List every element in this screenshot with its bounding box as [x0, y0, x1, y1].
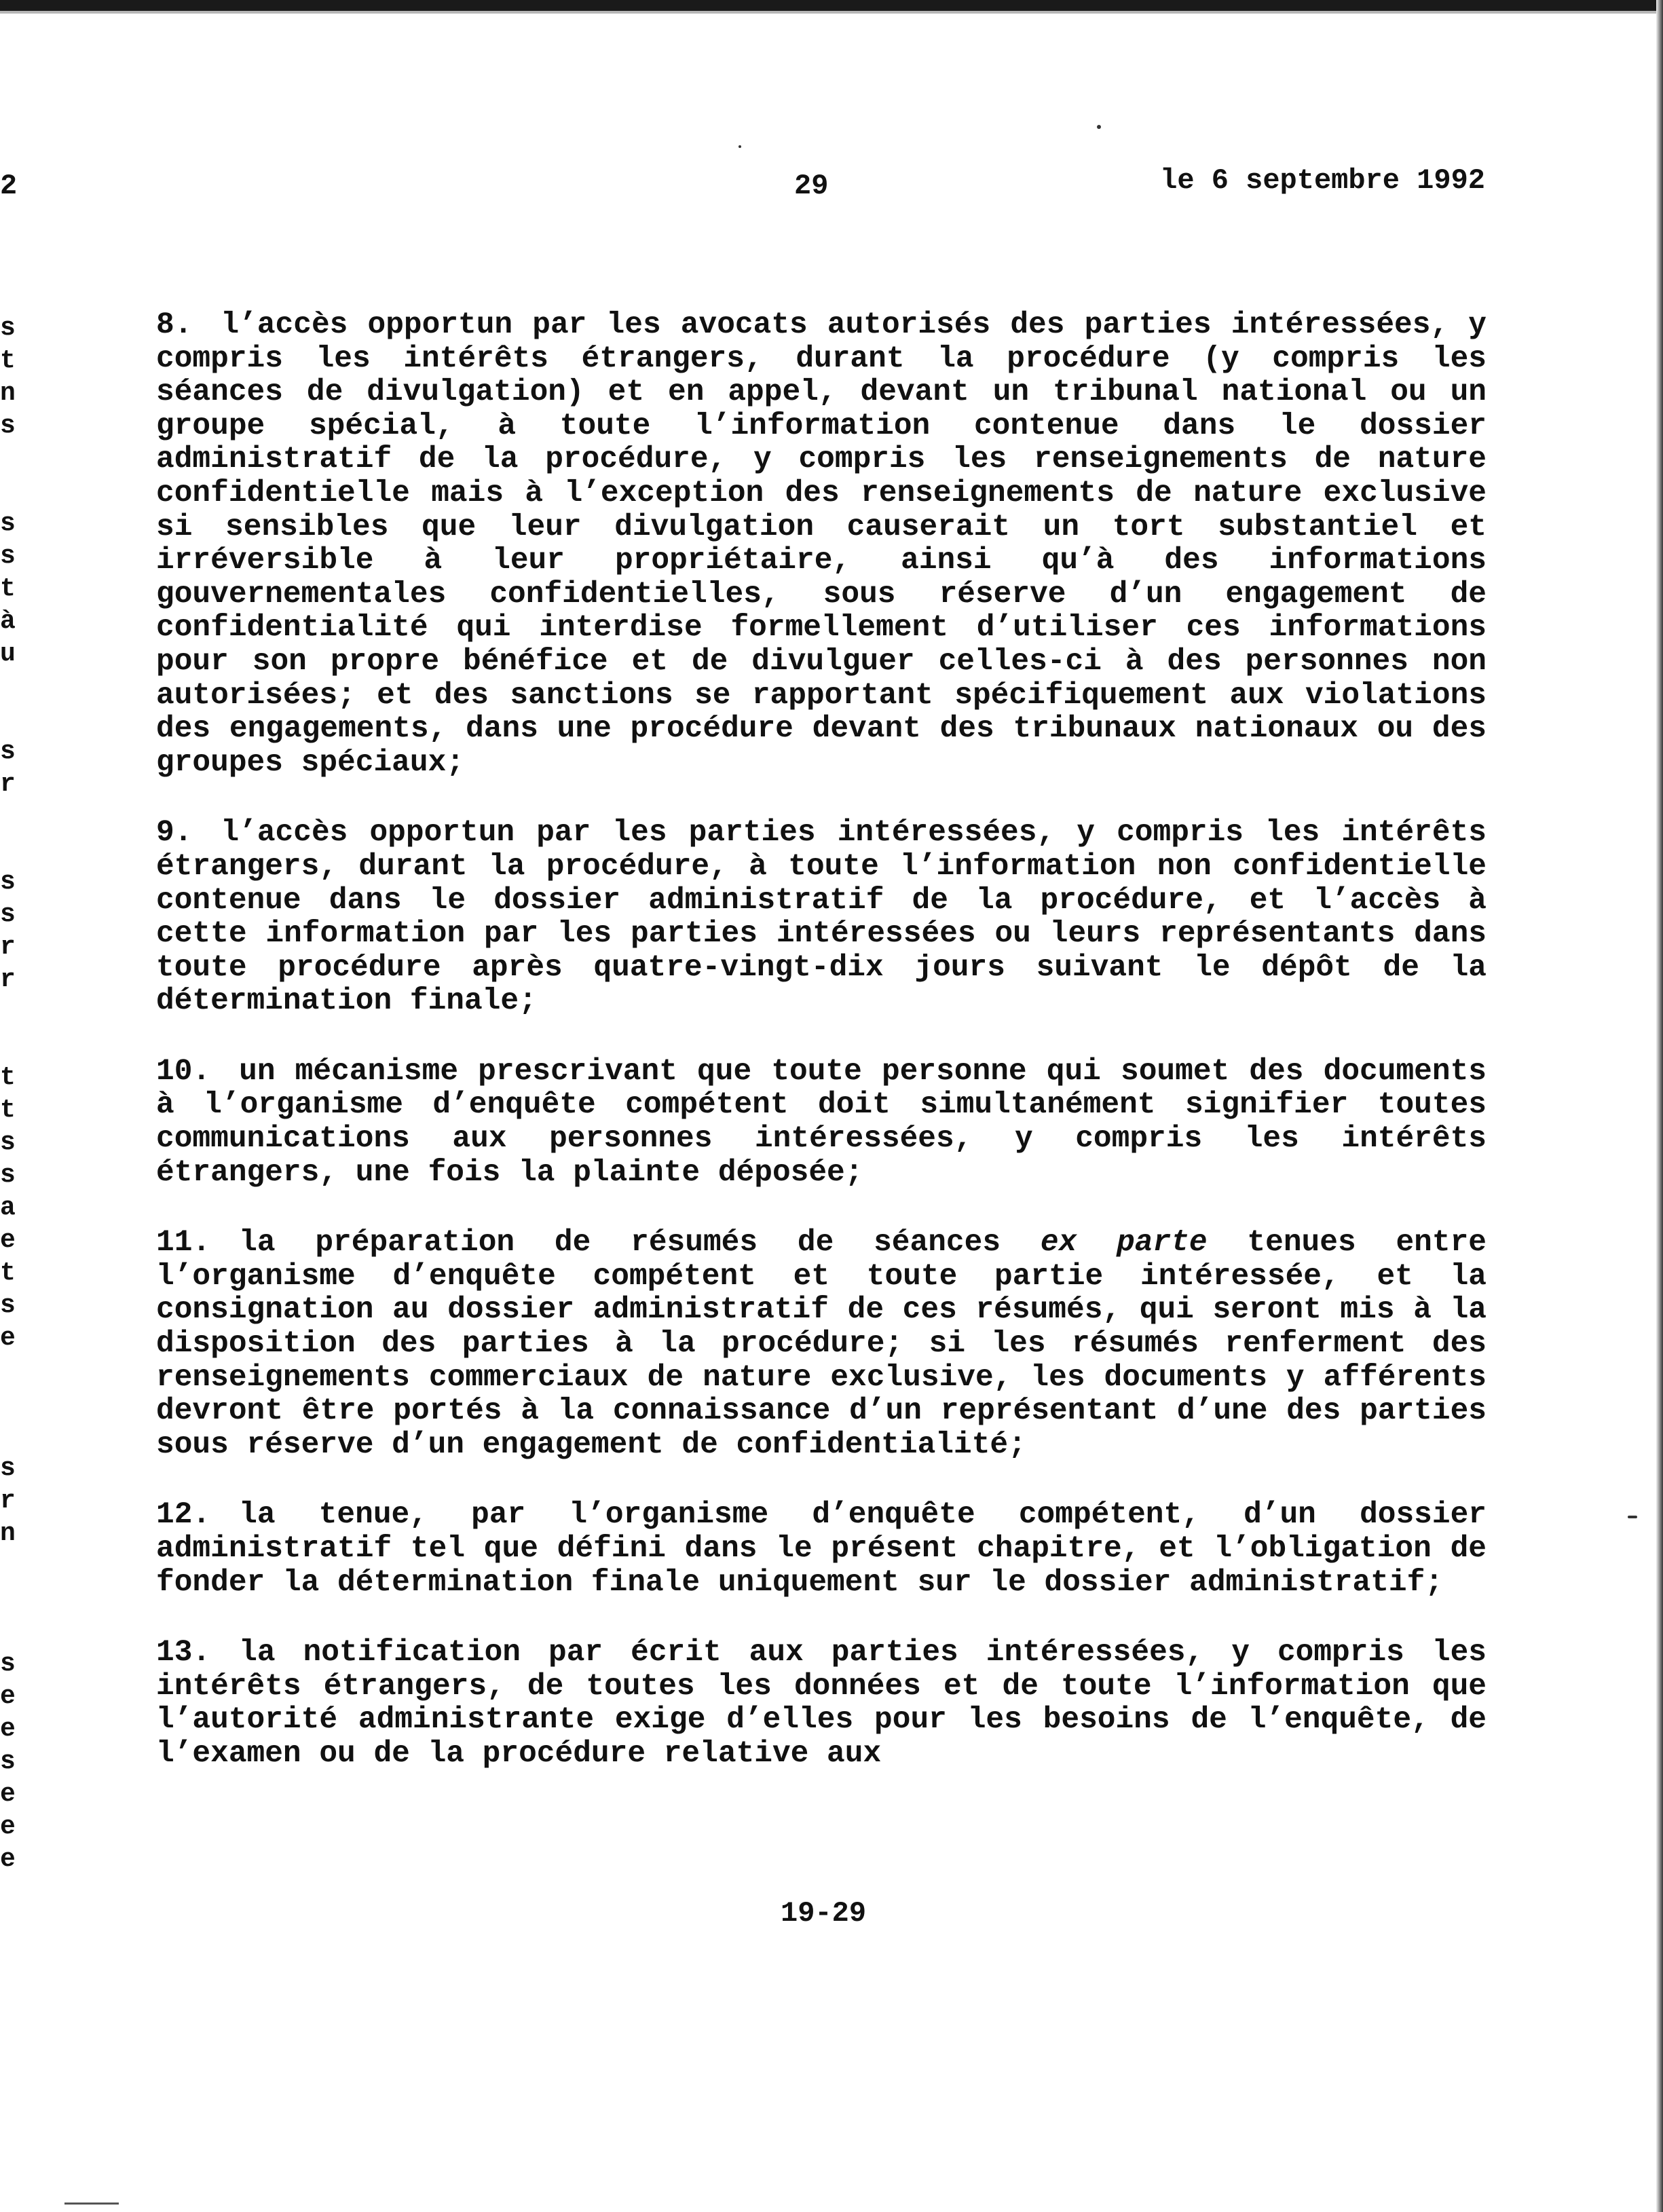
margin-mark: s	[0, 509, 16, 538]
margin-mark: s	[0, 737, 16, 766]
paragraph-number: 12.	[156, 1498, 211, 1533]
header-date: le 6 septembre 1992	[1160, 164, 1485, 197]
left-margin-fragment: 2	[0, 170, 18, 202]
page-code: 19-29	[781, 1897, 867, 1930]
paragraph-text: un mécanisme prescrivant que toute personne qui soumet des documents à l’organisme d’enquête compétent doit simultanément signifier toutes communications aux personnes intéressées, y compris les intérêts étrangers, une fois la plainte déposée;	[156, 1054, 1487, 1190]
margin-mark: s	[0, 1454, 16, 1483]
page-header	[0, 164, 1663, 210]
margin-mark	[0, 703, 14, 736]
margin-mark	[0, 1420, 14, 1452]
emphasis-text: ex parte	[1040, 1226, 1208, 1260]
margin-mark: e	[0, 1812, 16, 1841]
margin-mark: t	[0, 1095, 16, 1125]
margin-mark	[0, 475, 14, 508]
margin-mark	[0, 1615, 14, 1648]
page-number: 29	[794, 170, 829, 202]
paragraph-number: 9.	[156, 816, 193, 850]
paragraph-number: 8.	[156, 308, 193, 342]
scan-top-shadow	[0, 11, 1663, 14]
margin-mark: a	[0, 1193, 16, 1222]
paragraph-text: la préparation de résumés de séances	[239, 1226, 1041, 1260]
margin-mark: r	[0, 1486, 16, 1516]
margin-mark: r	[0, 770, 16, 799]
margin-mark: t	[0, 1063, 16, 1092]
paragraph-11	[156, 1226, 1487, 1462]
margin-mark: u	[0, 639, 16, 669]
margin-mark: e	[0, 1714, 16, 1744]
paragraph-13	[156, 1636, 1487, 1771]
paragraph-9	[156, 817, 1487, 1019]
paragraph-10	[156, 1055, 1487, 1190]
margin-mark	[0, 1550, 14, 1583]
margin-mark	[0, 1583, 14, 1615]
scan-speck	[1628, 1516, 1637, 1518]
left-margin-marks	[0, 312, 14, 1876]
margin-mark: t	[0, 346, 16, 375]
margin-mark	[0, 996, 14, 1029]
paragraph-text: la tenue, par l’organisme d’enquête compétent, d’un dossier administratif tel que défini dans le présent chapitre, et l’obligation de fonder la détermination finale uniquement sur le dossier administratif;	[156, 1498, 1487, 1600]
margin-mark	[0, 1355, 14, 1387]
paragraph-text: la notification par écrit aux parties intéressées, y compris les intérêts étrangers, de toutes les données et de toute l’information que l’autorité administrante exige d’elles pour les besoins de l’enquête, de l’examen ou de la procédure relative aux	[156, 1636, 1487, 1771]
margin-mark	[0, 1387, 14, 1420]
margin-mark: r	[0, 965, 16, 994]
scan-right-edge	[1656, 0, 1663, 2212]
paragraph-text: tenues entre l’organisme d’enquête compétent et toute partie intéressée, et la consignation au dossier administratif de ces résumés, qui seront mis à la disposition des parties à la procédure; si les résumés renferment des renseignements commerciaux de nature exclusive, les documents y afférents devront être portés à la connaissance d’un représentant d’une des parties sous réserve d’un engagement de confidentialité;	[156, 1226, 1487, 1462]
scan-speck	[739, 145, 741, 148]
document-body	[156, 309, 1487, 1808]
margin-mark: s	[0, 1291, 16, 1320]
margin-mark: e	[0, 1226, 16, 1255]
margin-mark: s	[0, 867, 16, 897]
margin-mark: e	[0, 1780, 16, 1809]
margin-mark	[0, 443, 14, 475]
paragraph-number: 10.	[156, 1054, 211, 1089]
margin-mark: s	[0, 1128, 16, 1157]
margin-mark: s	[0, 900, 16, 929]
margin-mark: s	[0, 1649, 16, 1679]
margin-mark: t	[0, 574, 16, 603]
paragraph-12	[156, 1499, 1487, 1600]
margin-mark: à	[0, 607, 16, 636]
paragraph-number: 13.	[156, 1636, 211, 1670]
scan-top-border	[0, 0, 1663, 11]
margin-mark: s	[0, 542, 16, 571]
margin-mark: e	[0, 1324, 16, 1353]
margin-mark	[0, 671, 14, 703]
margin-mark: e	[0, 1682, 16, 1711]
margin-mark: n	[0, 379, 16, 408]
scan-speck	[1097, 125, 1101, 129]
margin-mark: n	[0, 1519, 16, 1548]
margin-mark: e	[0, 1845, 16, 1874]
margin-mark: s	[0, 411, 16, 440]
margin-mark: t	[0, 1258, 16, 1288]
margin-mark: s	[0, 1161, 16, 1190]
paragraph-number: 11.	[156, 1226, 211, 1260]
margin-mark	[0, 833, 14, 866]
margin-mark	[0, 1029, 14, 1062]
margin-mark	[0, 801, 14, 833]
margin-mark: s	[0, 314, 16, 343]
margin-mark: r	[0, 933, 16, 962]
scan-bottom-mark	[64, 2202, 119, 2205]
paragraph-8	[156, 309, 1487, 780]
paragraph-text: l’accès opportun par les parties intéressées, y compris les intérêts étrangers, durant la procédure, à toute l’information non confidentielle contenue dans le dossier administratif de la procédure, et l’accès à cette information par les parties intéressées ou leurs représentants dans toute procédure après quatre-vingt-dix jours suivant le dépôt de la détermination finale;	[156, 816, 1487, 1019]
paragraph-text: l’accès opportun par les avocats autorisés des parties intéressées, y compris les intérêts étrangers, durant la procédure (y compris les séances de divulgation) et en appel, devant un tribunal national ou un groupe spécial, à toute l’information contenue dans le dossier administratif de la procédure, y compris les renseignements de nature confidentielle mais à l’exception des renseignements de nature exclusive si sensibles que leur divulgation causerait un tort substantiel et irréversible à leur propriétaire, ainsi qu’à des informations gouvernementales confidentielles, sous réserve d’un engagement de confidentialité qui interdise formellement d’utiliser ces informations pour son propre bénéfice et de divulguer celles-ci à des personnes non autorisées; et des sanctions se rapportant spécifiquement aux violations des engagements, dans une procédure devant des tribunaux nationaux ou des groupes spéciaux;	[156, 308, 1487, 780]
margin-mark: s	[0, 1747, 16, 1776]
